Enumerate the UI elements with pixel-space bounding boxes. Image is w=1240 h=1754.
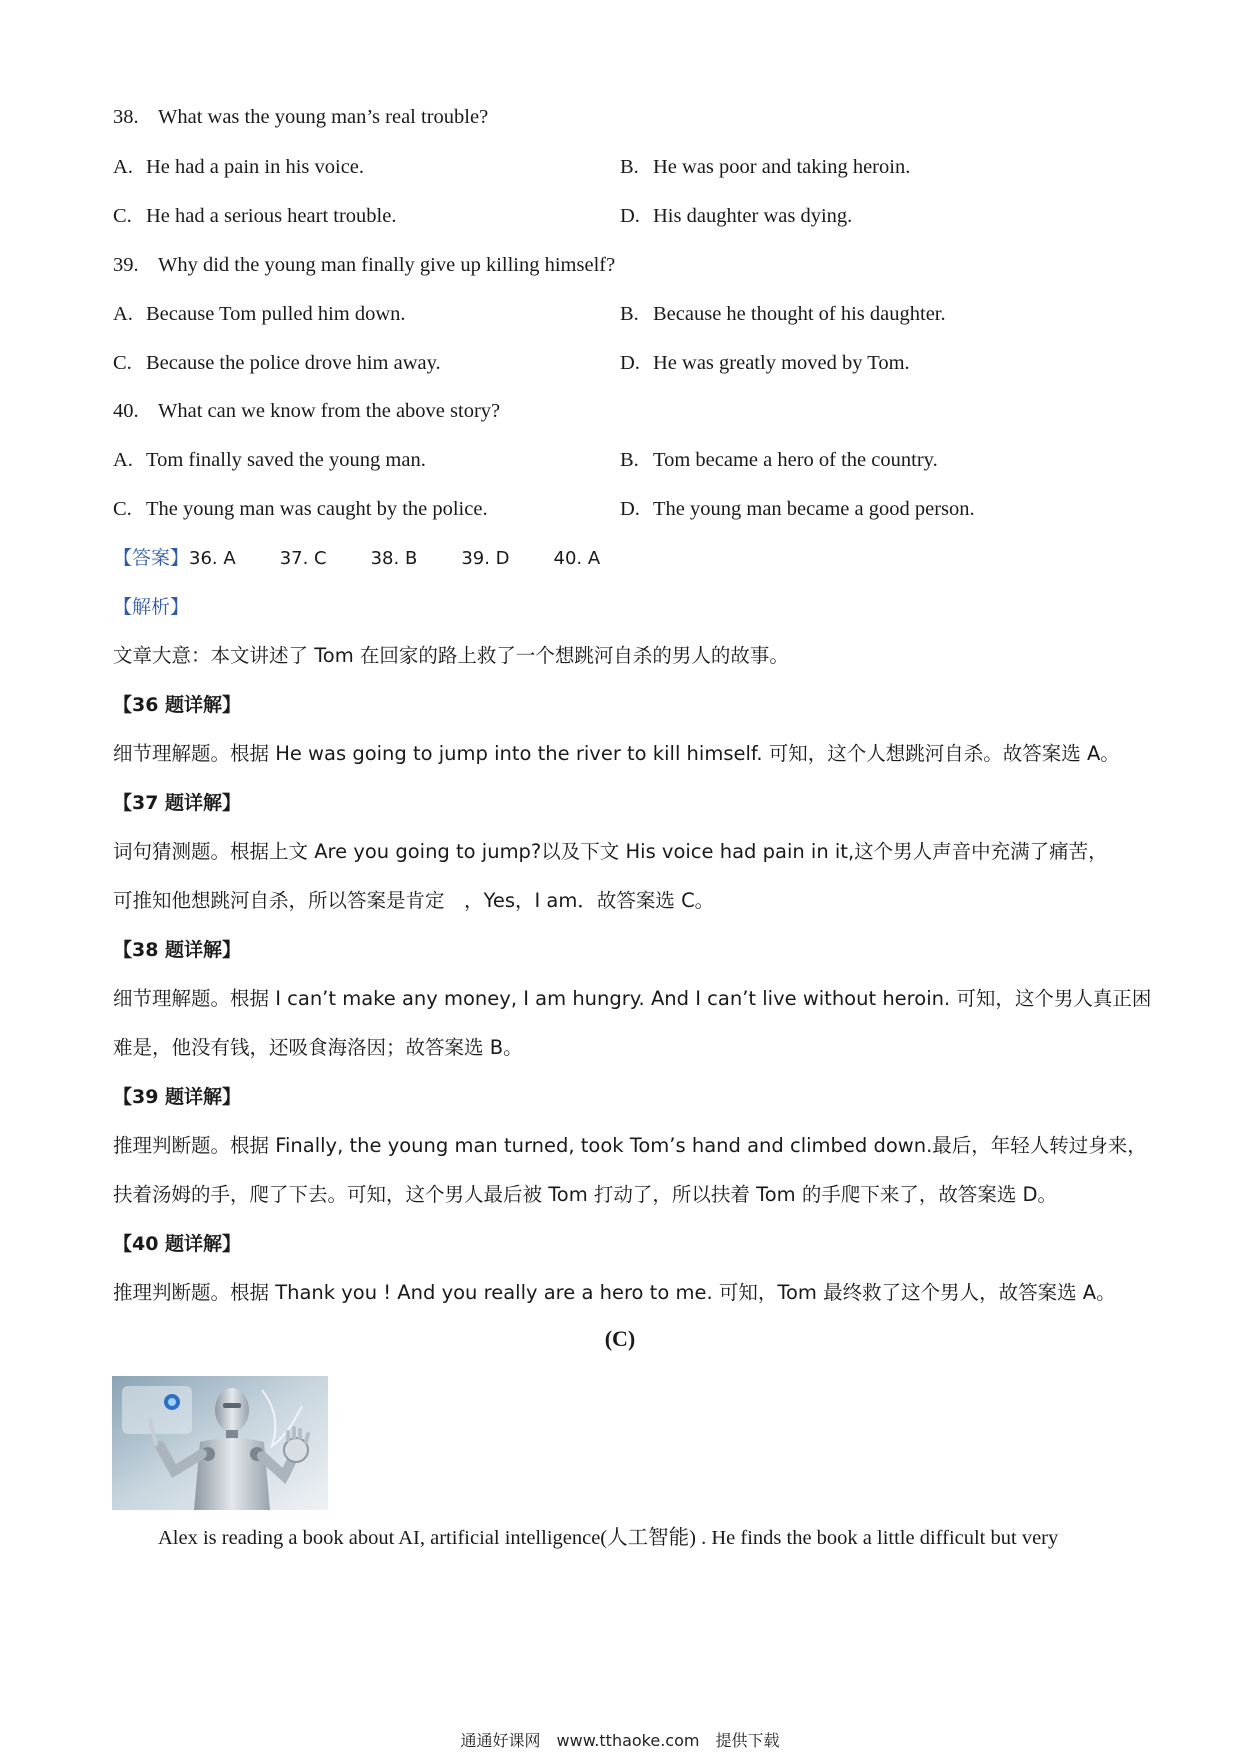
option-letter: C. bbox=[113, 205, 132, 227]
option-letter: C. bbox=[113, 352, 132, 374]
option-letter: B. bbox=[620, 303, 639, 325]
option-letter: B. bbox=[620, 449, 639, 471]
answer-item: 39. D bbox=[461, 548, 510, 569]
q38-option-a bbox=[113, 153, 364, 181]
answer-item: 40. A bbox=[553, 548, 601, 569]
detail-heading-40: 【40 题详解】 bbox=[113, 1233, 242, 1255]
passage-paragraph: Alex is reading a book about AI, artificial intelligence(人工智能) . He finds the book a little difficult but very bbox=[158, 1527, 1059, 1549]
question-text: What was the young man’s real trouble? bbox=[158, 106, 489, 128]
footer-watermark: 通通好课网 www.tthaoke.com 提供下载 bbox=[460, 1731, 780, 1750]
option-text: He was greatly moved by Tom. bbox=[653, 352, 910, 374]
q38-option-c bbox=[113, 202, 396, 230]
detail-heading-37: 【37 题详解】 bbox=[113, 792, 242, 814]
detail-text-37-line1: 词句猜测题。根据上文 Are you going to jump?以及下文 His voice had pain in it,这个男人声音中充满了痛苦， bbox=[113, 840, 1108, 863]
option-letter: D. bbox=[620, 498, 640, 520]
detail-text-38-line1: 细节理解题。根据 I can’t make any money, I am hungry. And I can’t live without heroin. 可知，这个男人真正困 bbox=[113, 987, 1152, 1010]
option-text: Because he thought of his daughter. bbox=[653, 303, 946, 325]
question-text: What can we know from the above story? bbox=[158, 400, 501, 422]
question-number: 38. bbox=[113, 106, 139, 128]
q39-option-d bbox=[620, 349, 910, 377]
option-letter: A. bbox=[113, 303, 133, 325]
option-letter: A. bbox=[113, 156, 133, 178]
analysis-label-line bbox=[113, 593, 189, 621]
detail-text-40: 推理判断题。根据 Thank you ! And you really are a hero to me. 可知，Tom 最终救了这个男人，故答案选 A。 bbox=[113, 1281, 1116, 1304]
analysis-label: 【解析】 bbox=[113, 596, 190, 618]
q39-option-b bbox=[620, 300, 946, 328]
detail-heading-39: 【39 题详解】 bbox=[113, 1086, 242, 1108]
q38-option-b bbox=[620, 153, 910, 181]
q39-option-a bbox=[113, 300, 406, 328]
answer-line bbox=[113, 544, 644, 573]
answer-item: 38. B bbox=[370, 548, 418, 569]
article-summary: 文章大意：本文讲述了 Tom 在回家的路上救了一个想跳河自杀的男人的故事。 bbox=[113, 644, 789, 667]
option-text: Tom finally saved the young man. bbox=[146, 449, 426, 471]
answer-item: 36. A bbox=[189, 548, 236, 569]
q39-option-c bbox=[113, 349, 441, 377]
question-number: 40. bbox=[113, 400, 139, 422]
q40-option-d bbox=[620, 495, 975, 523]
question-text: Why did the young man finally give up killing himself? bbox=[158, 254, 616, 276]
q40-option-c bbox=[113, 495, 488, 523]
section-title: (C) bbox=[604, 1326, 636, 1351]
option-letter: D. bbox=[620, 352, 640, 374]
detail-text-38-line2: 难是，他没有钱，还吸食海洛因；故答案选 B。 bbox=[113, 1036, 523, 1059]
option-letter: B. bbox=[620, 156, 639, 178]
q40-option-a bbox=[113, 446, 426, 474]
detail-text-37-line2: 可推知他想跳河自杀，所以答案是肯定 ，Yes，I am．故答案选 C。 bbox=[113, 889, 715, 912]
option-text: The young man was caught by the police. bbox=[146, 498, 488, 520]
option-text: His daughter was dying. bbox=[653, 205, 853, 227]
answer-label: 【答案】 bbox=[113, 547, 190, 569]
robot-image bbox=[112, 1376, 328, 1510]
option-text: Because the police drove him away. bbox=[146, 352, 441, 374]
option-letter: C. bbox=[113, 498, 132, 520]
option-text: Tom became a hero of the country. bbox=[653, 449, 938, 471]
question-38-stem bbox=[113, 103, 488, 131]
detail-text-36: 细节理解题。根据 He was going to jump into the river to kill himself. 可知，这个人想跳河自杀。故答案选 A。 bbox=[113, 742, 1120, 765]
detail-heading-38: 【38 题详解】 bbox=[113, 939, 242, 961]
q40-option-b bbox=[620, 446, 938, 474]
detail-heading-36: 【36 题详解】 bbox=[113, 694, 242, 716]
answer-item: 37. C bbox=[279, 548, 327, 569]
question-39-stem bbox=[113, 251, 615, 279]
option-text: He had a pain in his voice. bbox=[146, 156, 365, 178]
option-text: The young man became a good person. bbox=[653, 498, 975, 520]
option-text: He was poor and taking heroin. bbox=[653, 156, 911, 178]
detail-text-39-line1: 推理判断题。根据 Finally, the young man turned, took Tom’s hand and climbed down.最后，年轻人转过身来， bbox=[113, 1134, 1147, 1157]
question-40-stem bbox=[113, 397, 500, 425]
option-text: He had a serious heart trouble. bbox=[146, 205, 397, 227]
detail-text-39-line2: 扶着汤姆的手，爬了下去。可知，这个男人最后被 Tom 打动了，所以扶着 Tom 的手爬下来了，故答案选 D。 bbox=[113, 1183, 1058, 1206]
question-number: 39. bbox=[113, 254, 139, 276]
option-letter: A. bbox=[113, 449, 133, 471]
option-text: Because Tom pulled him down. bbox=[146, 303, 406, 325]
q38-option-d bbox=[620, 202, 852, 230]
option-letter: D. bbox=[620, 205, 640, 227]
